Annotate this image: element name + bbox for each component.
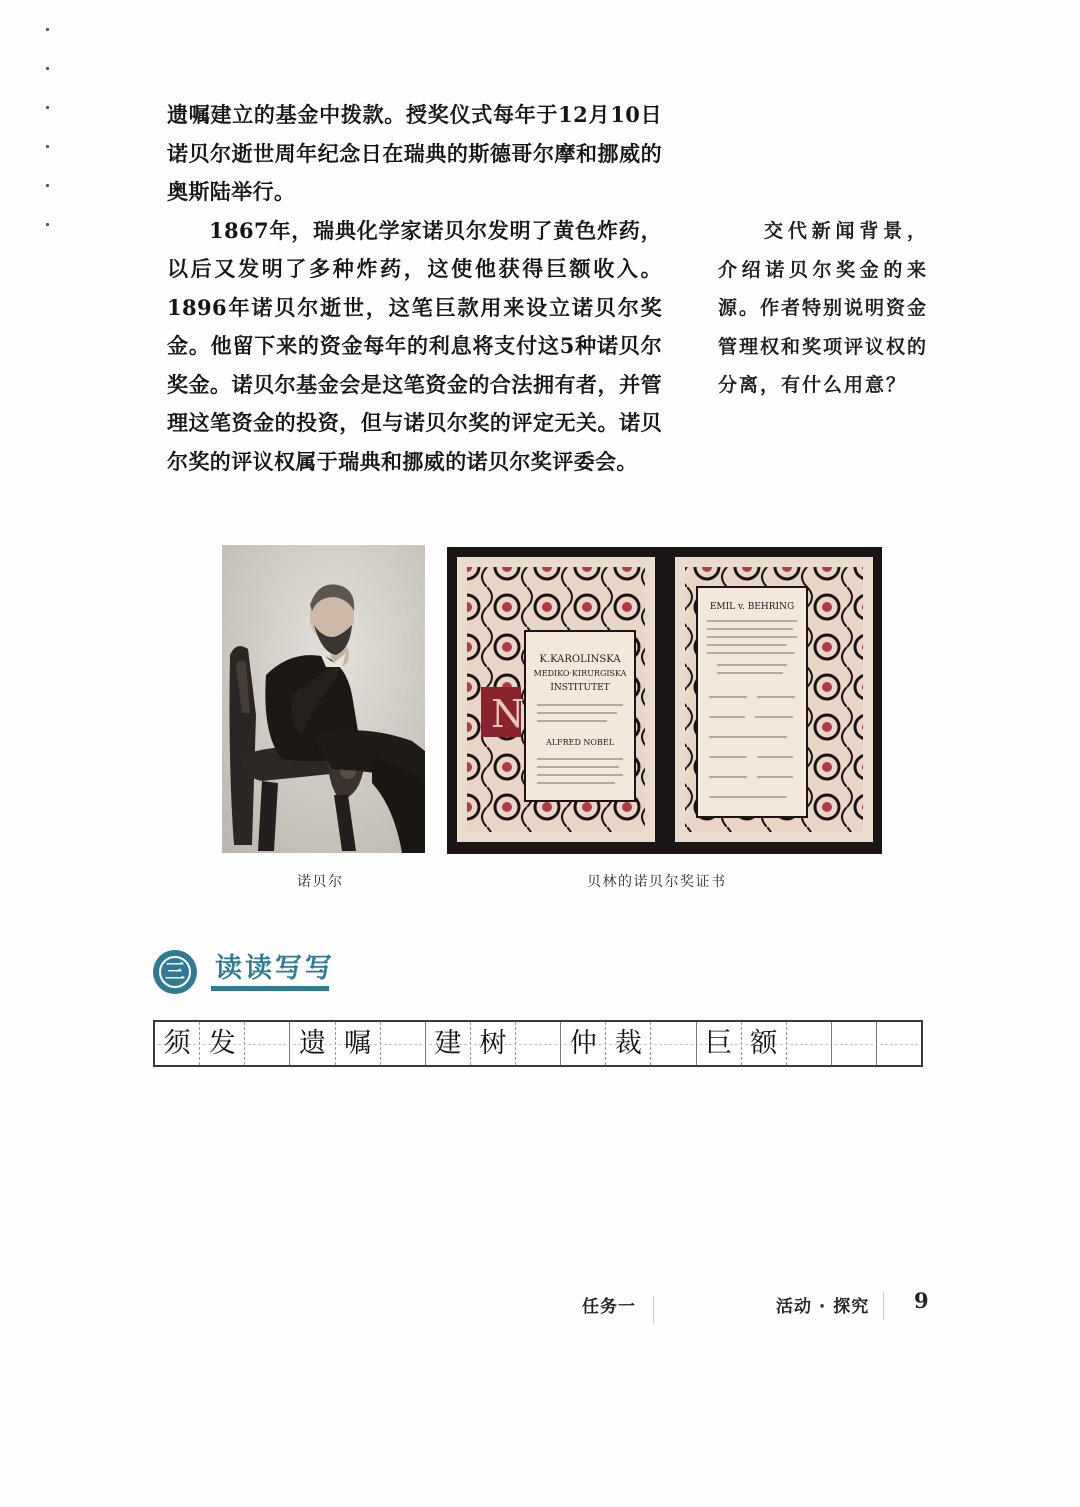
grid-cell bbox=[245, 1022, 290, 1065]
nobel-portrait-image bbox=[222, 545, 425, 853]
margin-note: 交代新闻背景，介绍诺贝尔奖金的来源。作者特别说明资金管理权和奖项评议权的分离，有什么用意？ bbox=[718, 220, 929, 396]
cert-left-line-3: INSTITUTET bbox=[550, 683, 610, 693]
section-number-glyph: 三 bbox=[159, 956, 191, 988]
grid-cell bbox=[381, 1022, 426, 1065]
main-body-text bbox=[167, 96, 662, 481]
grid-cell bbox=[651, 1022, 696, 1065]
grid-cell: 建 bbox=[426, 1022, 471, 1065]
section-number-badge bbox=[153, 950, 197, 994]
portrait-caption: 诺贝尔 bbox=[297, 874, 344, 890]
certificate-caption: 贝林的诺贝尔奖证书 bbox=[587, 874, 727, 890]
section-title: 读读写写 bbox=[215, 953, 335, 984]
grid-cell: 嘱 bbox=[336, 1022, 381, 1065]
certificate-illustration bbox=[447, 547, 882, 854]
footer-task-label: 任务一 bbox=[582, 1297, 636, 1317]
cert-right-name: EMIL v. BEHRING bbox=[709, 602, 795, 612]
cert-left-line-2: MEDIKO·KIRURGISKA bbox=[533, 669, 627, 678]
grid-cell bbox=[832, 1022, 877, 1065]
grid-cell: 额 bbox=[742, 1022, 787, 1065]
page-number: 9 bbox=[914, 1288, 929, 1313]
footer-divider bbox=[653, 1296, 654, 1324]
character-practice-grid bbox=[153, 1020, 923, 1067]
grid-cell: 裁 bbox=[606, 1022, 651, 1065]
paragraph-1: 遗嘱建立的基金中拨款。授奖仪式每年于12月10日诺贝尔逝世周年纪念日在瑞典的斯德哥尔摩和挪威的奥斯陆举行。 bbox=[167, 102, 662, 204]
section-underline bbox=[211, 986, 329, 991]
binding-marks bbox=[46, 28, 52, 238]
paragraph-2: 1867年，瑞典化学家诺贝尔发明了黄色炸药，以后又发明了多种炸药，这使他获得巨额收入。1896年诺贝尔逝世，这笔巨款用来设立诺贝尔奖金。他留下来的资金每年的利息将支付这5种诺贝尔奖金。诺贝尔基金会是这笔资金的合法拥有者，并管理这笔资金的投资，但与诺贝尔奖的评定无关。诺贝尔奖的评议权属于瑞典和挪威的诺贝尔奖评委会。 bbox=[167, 217, 662, 474]
footer-divider bbox=[883, 1292, 884, 1320]
cert-left-name: ALFRED NOBEL bbox=[545, 738, 615, 747]
cert-left-line-1: K.KAROLINSKA bbox=[539, 654, 621, 665]
grid-cell bbox=[877, 1022, 921, 1065]
grid-cell: 仲 bbox=[561, 1022, 606, 1065]
section-heading bbox=[153, 942, 343, 998]
grid-cell: 巨 bbox=[697, 1022, 742, 1065]
footer-activity-label: 活动 · 探究 bbox=[776, 1297, 870, 1317]
behring-certificate-image bbox=[447, 547, 882, 854]
illuminated-initial: N bbox=[491, 692, 525, 736]
grid-cell: 发 bbox=[200, 1022, 245, 1065]
grid-cell bbox=[516, 1022, 561, 1065]
grid-cell bbox=[787, 1022, 832, 1065]
grid-cell: 树 bbox=[471, 1022, 516, 1065]
grid-cell: 遗 bbox=[290, 1022, 335, 1065]
nobel-portrait-illustration bbox=[222, 545, 425, 853]
grid-cell: 须 bbox=[155, 1022, 200, 1065]
